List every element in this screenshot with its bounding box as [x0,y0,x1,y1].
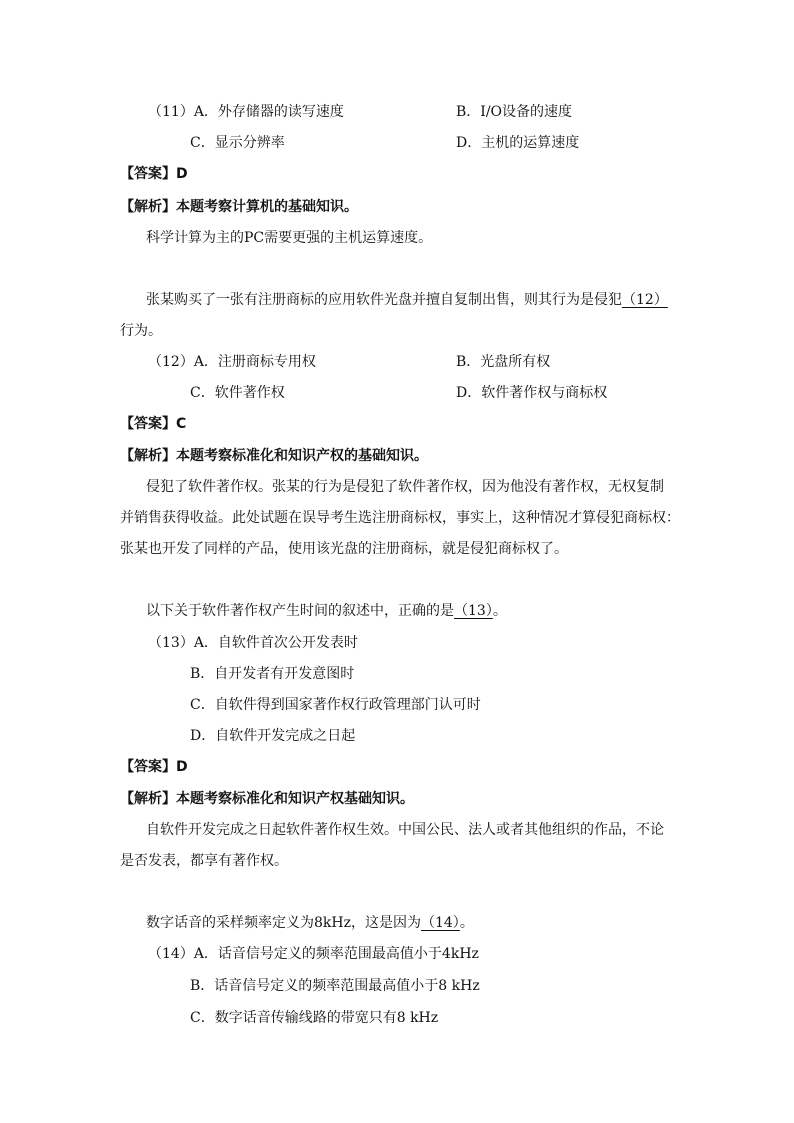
q12-stem-text: 张某购买了一张有注册商标的应用软件光盘并擅自复制出售，则其行为是侵犯 [146,292,622,308]
analysis-label: 【解析】 [120,791,176,807]
q13-option-b: B．自开发者有开发意图时 [190,666,355,682]
answer-value: D [176,759,188,775]
q13-blank: （13） [454,603,493,619]
q12-stem [146,290,668,310]
q13-analysis-line1: 自软件开发完成之日起软件著作权生效。中国公民、法人或者其他组织的作品，不论 [146,822,664,838]
q12-analysis-line2: 并销售获得收益。此处试题在误导考生选注册商标权，事实上，这种情况才算侵犯商标权： [120,510,680,526]
q11-option-b: B．I/O设备的速度 [456,104,573,120]
q13-option-d: D．自软件开发完成之日起 [190,728,356,744]
q14-stem [146,913,474,933]
q13-stem-text: 以下关于软件著作权产生时间的叙述中，正确的是 [146,603,454,619]
answer-value: C [176,416,187,432]
analysis-label: 【解析】 [120,199,176,215]
q12-blank: （12） [622,292,668,308]
q12-analysis-line1: 侵犯了软件著作权。张某的行为是侵犯了软件著作权，因为他没有著作权，无权复制 [146,479,664,495]
answer-label: 【答案】 [120,166,176,182]
q13-analysis-heading [120,789,414,809]
answer-label: 【答案】 [120,416,176,432]
q13-option-a: （13）A．自软件首次公开发表时 [148,635,358,651]
q13-stem-end: 。 [492,603,507,619]
answer-label: 【答案】 [120,759,176,775]
q12-analysis-heading [120,446,428,466]
q11-answer [120,164,188,184]
q12-option-d: D．软件著作权与商标权 [456,385,608,401]
q12-analysis-line3: 张某也开发了同样的产品，使用该光盘的注册商标，就是侵犯商标权了。 [120,541,568,557]
q14-option-b: B．话音信号定义的频率范围最高值小于8 kHz [190,978,480,994]
q13-option-c: C．自软件得到国家著作权行政管理部门认可时 [190,697,481,713]
q11-analysis-text: 科学计算为主的PC需要更强的主机运算速度。 [146,230,433,246]
q14-stem-end: 。 [459,915,474,931]
q13-stem [146,601,507,621]
q14-blank: （14） [420,915,460,931]
q12-answer [120,414,186,434]
answer-value: D [176,166,188,182]
analysis-label: 【解析】 [120,448,176,464]
q11-option-c: C．显示分辨率 [190,135,285,151]
q11-analysis-heading [120,197,358,217]
analysis-title: 本题考察标准化和知识产权基础知识。 [176,791,414,807]
q12-option-b: B．光盘所有权 [456,354,551,370]
q14-option-c: C．数字话音传输线路的带宽只有8 kHz [190,1010,439,1026]
q12-stem-line2: 行为。 [120,323,162,339]
q14-stem-text: 数字话音的采样频率定义为8kHz，这是因为 [146,915,421,931]
q11-option-a: （11）A．外存储器的读写速度 [148,104,344,120]
q13-analysis-line2: 是否发表，都享有著作权。 [120,853,288,869]
q12-option-c: C．软件著作权 [190,385,285,401]
analysis-title: 本题考察计算机的基础知识。 [176,199,358,215]
q12-option-a: （12）A．注册商标专用权 [148,354,316,370]
q11-option-d: D．主机的运算速度 [456,135,580,151]
q13-answer [120,757,188,777]
q14-option-a: （14）A．话音信号定义的频率范围最高值小于4kHz [148,946,479,962]
analysis-title: 本题考察标准化和知识产权的基础知识。 [176,448,428,464]
